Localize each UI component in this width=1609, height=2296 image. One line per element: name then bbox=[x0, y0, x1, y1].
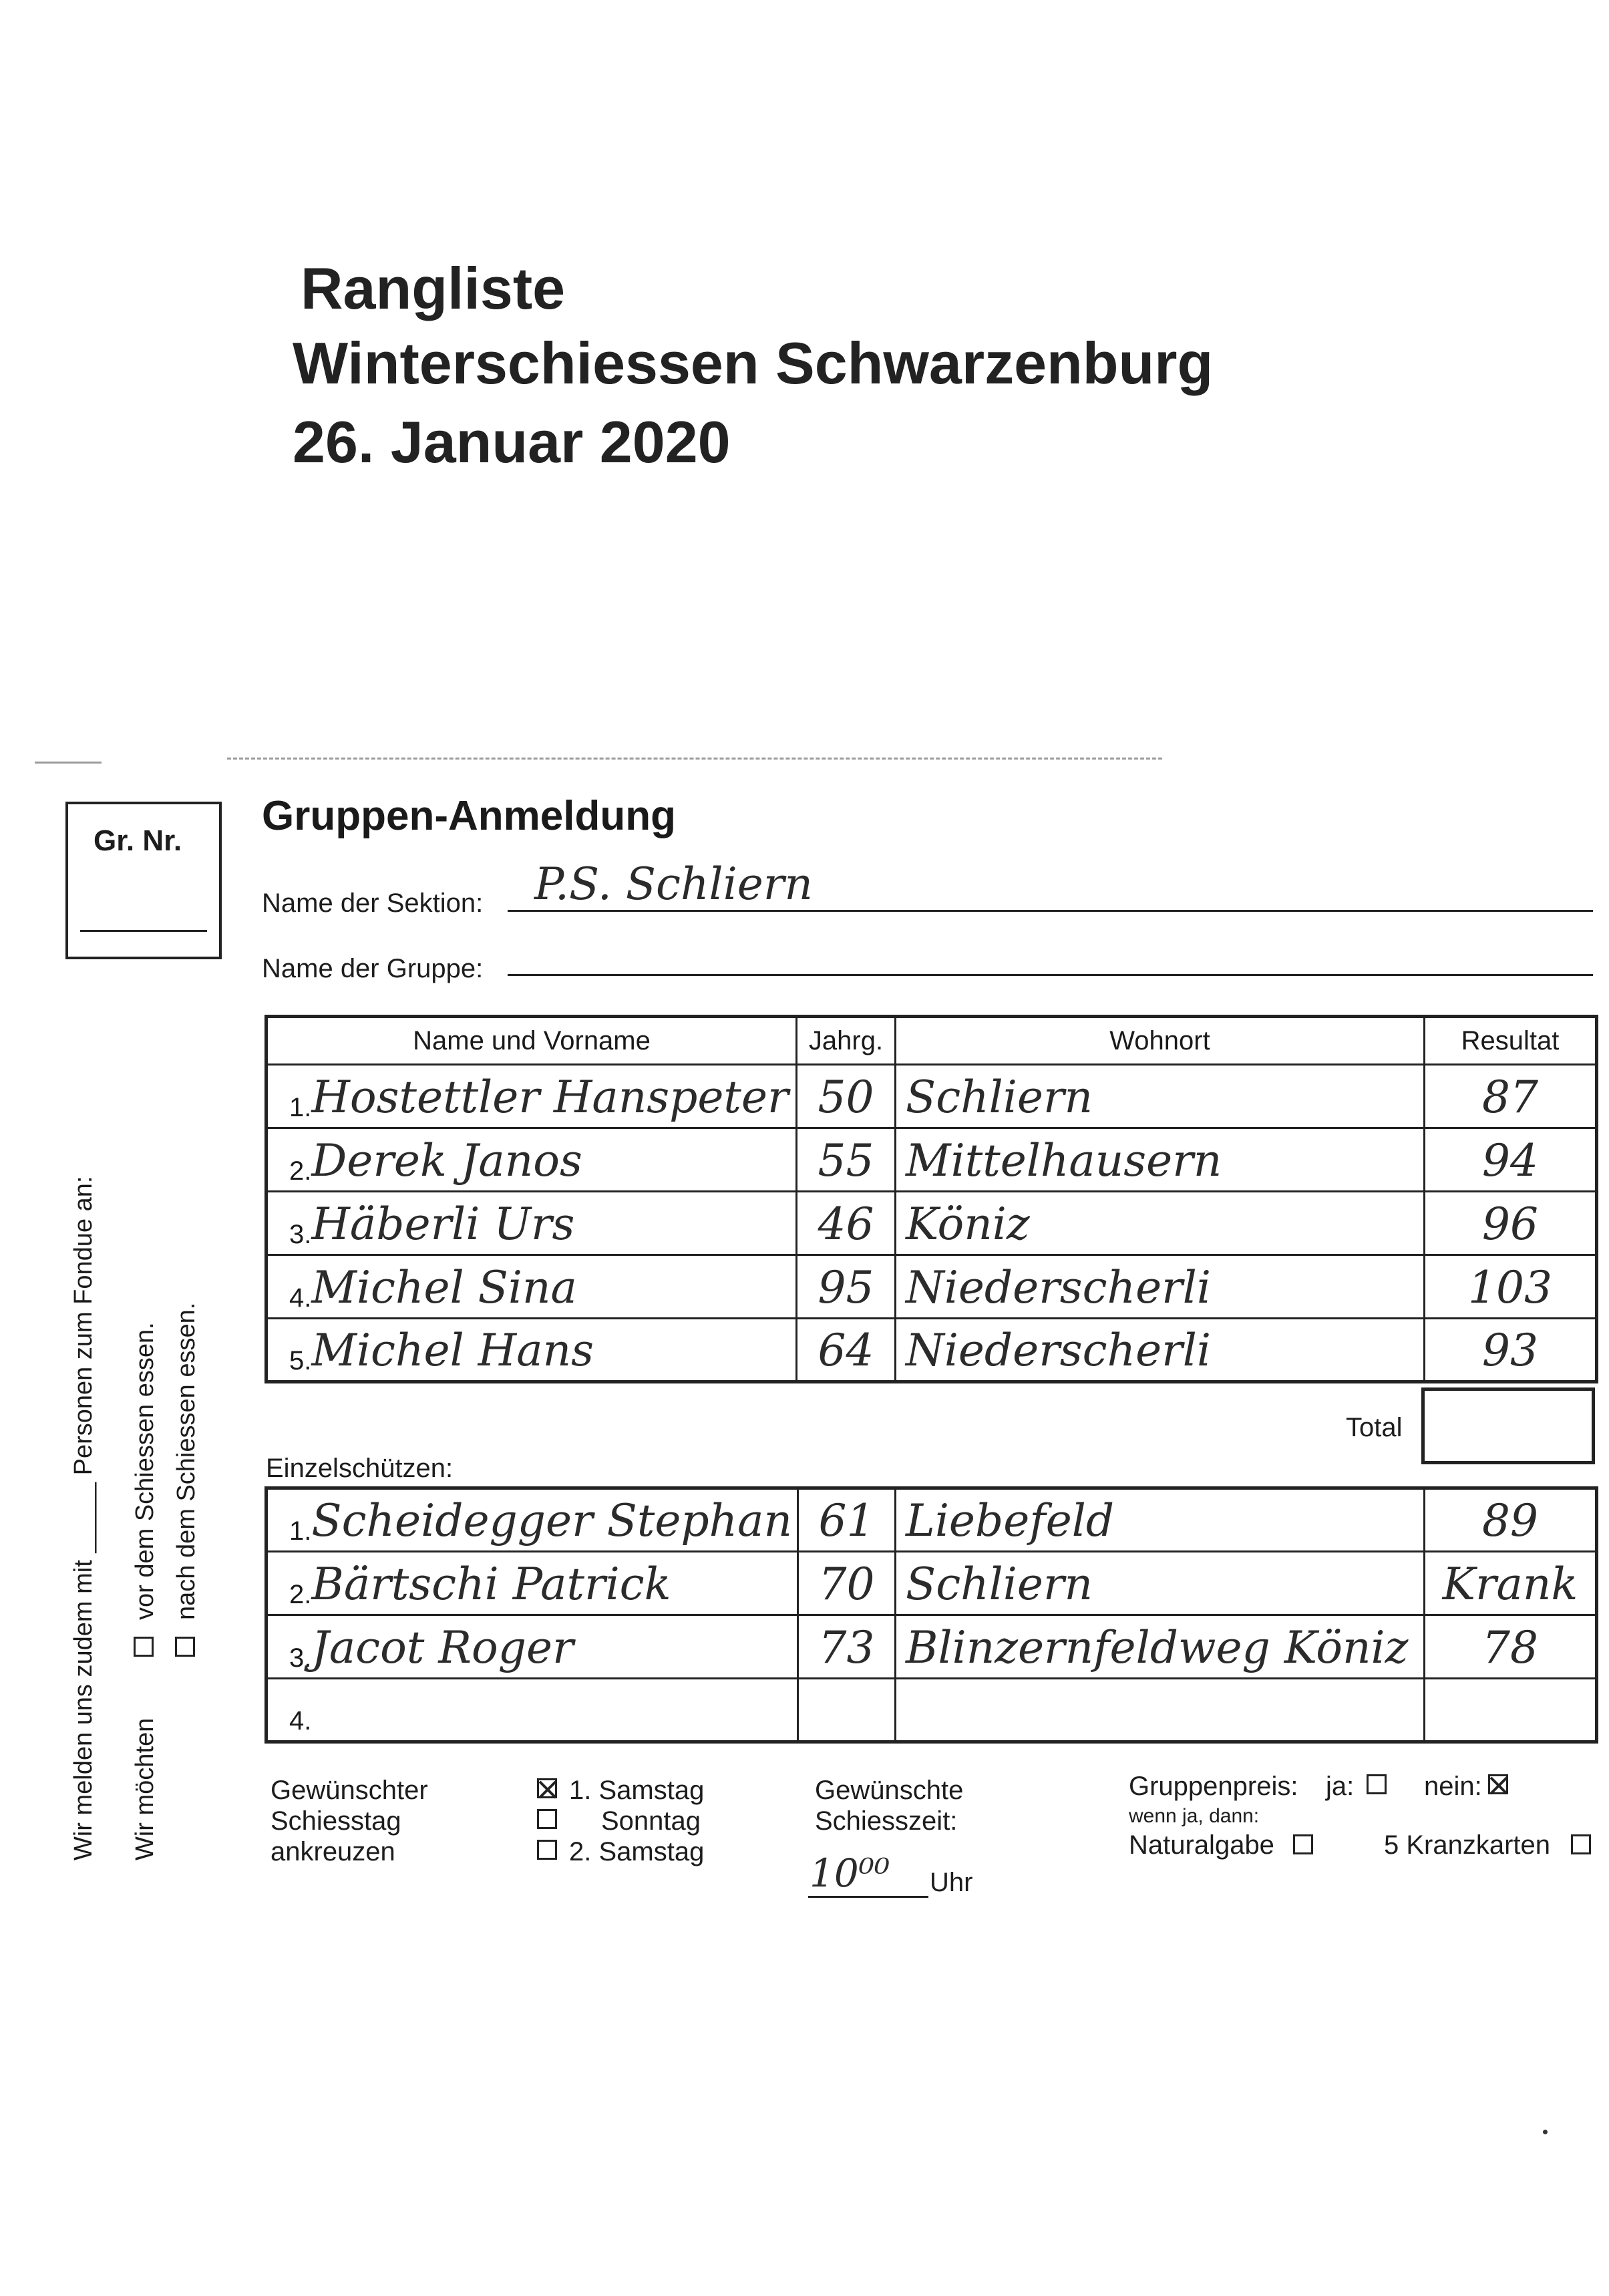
result-cell[interactable] bbox=[1425, 1552, 1597, 1615]
name-cell[interactable] bbox=[266, 1255, 797, 1319]
single-year: 70 bbox=[818, 1559, 875, 1610]
single-result: Krank bbox=[1442, 1559, 1578, 1610]
name-cell[interactable] bbox=[266, 1679, 798, 1742]
member-result: 103 bbox=[1468, 1262, 1552, 1313]
year-cell[interactable] bbox=[798, 1679, 896, 1742]
prize-no-label: nein: bbox=[1424, 1772, 1482, 1801]
row-number: 5. bbox=[289, 1346, 312, 1375]
row-number: 1. bbox=[289, 1516, 312, 1546]
day-option-1: 1. Samstag bbox=[569, 1776, 705, 1805]
day-option-3-checkbox[interactable] bbox=[537, 1840, 557, 1860]
prize-cards-checkbox[interactable] bbox=[1571, 1834, 1591, 1854]
prize-natural-label: Naturalgabe bbox=[1129, 1830, 1274, 1860]
section-field[interactable] bbox=[508, 910, 1593, 912]
result-cell[interactable] bbox=[1425, 1488, 1597, 1552]
day-option-1-checkbox[interactable] bbox=[537, 1778, 557, 1798]
single-result: 89 bbox=[1482, 1495, 1538, 1546]
prize-yes-checkbox[interactable] bbox=[1367, 1774, 1387, 1794]
single-place: Blinzernfeldweg Köniz bbox=[906, 1622, 1409, 1673]
table-row bbox=[266, 1488, 1597, 1552]
row-number: 3. bbox=[289, 1643, 312, 1673]
place-cell[interactable] bbox=[896, 1255, 1425, 1319]
result-cell[interactable] bbox=[1425, 1319, 1597, 1382]
single-name: Scheidegger Stephan bbox=[311, 1495, 793, 1546]
member-name: Derek Janos bbox=[311, 1135, 582, 1186]
place-cell[interactable] bbox=[896, 1192, 1425, 1255]
member-result: 87 bbox=[1482, 1072, 1538, 1123]
result-cell[interactable] bbox=[1425, 1192, 1597, 1255]
eat-prefix: Wir möchten bbox=[131, 1717, 159, 1860]
day-option-2-checkbox[interactable] bbox=[537, 1809, 557, 1829]
member-place: Mittelhausern bbox=[906, 1135, 1222, 1186]
place-cell[interactable] bbox=[896, 1065, 1425, 1128]
place-cell[interactable] bbox=[896, 1128, 1425, 1192]
cut-line-2 bbox=[227, 758, 1162, 760]
year-cell[interactable] bbox=[797, 1192, 896, 1255]
member-name: Häberli Urs bbox=[311, 1198, 575, 1250]
time-field[interactable] bbox=[808, 1896, 928, 1898]
time-label-1: Gewünschte bbox=[815, 1776, 964, 1805]
row-number: 4. bbox=[289, 1706, 312, 1736]
place-cell[interactable] bbox=[896, 1615, 1425, 1679]
eat-after-label: nach dem Schiessen essen. bbox=[172, 1302, 200, 1620]
time-value: 10⁰⁰ bbox=[810, 1850, 890, 1896]
name-cell[interactable] bbox=[266, 1128, 797, 1192]
prize-cards-label: 5 Kranzkarten bbox=[1384, 1830, 1551, 1860]
table-header-row bbox=[266, 1017, 1597, 1065]
row-number: 3. bbox=[289, 1220, 312, 1249]
prize-natural-checkbox[interactable] bbox=[1293, 1834, 1313, 1854]
row-number: 2. bbox=[289, 1156, 312, 1186]
prize-no-checkbox[interactable] bbox=[1488, 1774, 1508, 1794]
group-members-table bbox=[264, 1015, 1598, 1383]
place-cell[interactable] bbox=[896, 1488, 1425, 1552]
single-year: 73 bbox=[818, 1622, 875, 1673]
name-cell[interactable] bbox=[266, 1192, 797, 1255]
row-number: 4. bbox=[289, 1283, 312, 1313]
member-place: Niederscherli bbox=[906, 1262, 1211, 1313]
group-label: Name der Gruppe: bbox=[262, 954, 484, 983]
table-row bbox=[266, 1679, 1597, 1742]
member-name: Michel Hans bbox=[311, 1325, 594, 1376]
place-cell[interactable] bbox=[896, 1552, 1425, 1615]
prize-if-yes: wenn ja, dann: bbox=[1129, 1805, 1260, 1827]
day-option-3: 2. Samstag bbox=[569, 1837, 705, 1866]
table-row bbox=[266, 1065, 1597, 1128]
year-cell[interactable] bbox=[797, 1255, 896, 1319]
time-label-2: Schiesszeit: bbox=[815, 1806, 958, 1836]
section-value: P.S. Schliern bbox=[534, 858, 813, 910]
singles-label: Einzelschützen: bbox=[266, 1454, 454, 1483]
single-name: Jacot Roger bbox=[311, 1622, 574, 1673]
member-year: 64 bbox=[818, 1325, 874, 1376]
name-cell[interactable] bbox=[266, 1319, 797, 1382]
table-row bbox=[266, 1615, 1597, 1679]
col-place-header: Wohnort bbox=[896, 1017, 1425, 1065]
member-place: Köniz bbox=[906, 1198, 1030, 1250]
place-cell[interactable] bbox=[896, 1679, 1425, 1742]
prize-label: Gruppenpreis: bbox=[1129, 1772, 1298, 1801]
eat-after-checkbox[interactable] bbox=[175, 1637, 195, 1657]
group-number-line[interactable] bbox=[80, 930, 207, 932]
single-place: Schliern bbox=[906, 1559, 1093, 1610]
result-cell[interactable] bbox=[1425, 1255, 1597, 1319]
single-place: Liebefeld bbox=[906, 1495, 1115, 1546]
member-year: 50 bbox=[818, 1072, 874, 1123]
page-title-line3: 26. Januar 2020 bbox=[293, 409, 731, 475]
member-place: Schliern bbox=[906, 1072, 1093, 1123]
col-year-header: Jahrg. bbox=[797, 1017, 896, 1065]
row-number: 1. bbox=[289, 1093, 312, 1122]
name-cell[interactable] bbox=[266, 1615, 798, 1679]
name-cell[interactable] bbox=[266, 1552, 798, 1615]
year-cell[interactable] bbox=[797, 1065, 896, 1128]
single-result: 78 bbox=[1482, 1622, 1538, 1673]
col-result-header: Resultat bbox=[1425, 1017, 1597, 1065]
form-heading: Gruppen-Anmeldung bbox=[262, 793, 676, 839]
member-year: 55 bbox=[818, 1135, 874, 1186]
eat-before-label: vor dem Schiessen essen. bbox=[131, 1322, 159, 1620]
year-cell[interactable] bbox=[798, 1488, 896, 1552]
member-place: Niederscherli bbox=[906, 1325, 1211, 1376]
result-cell[interactable] bbox=[1425, 1679, 1597, 1742]
total-box[interactable] bbox=[1421, 1387, 1595, 1464]
result-cell[interactable] bbox=[1425, 1128, 1597, 1192]
table-row bbox=[266, 1552, 1597, 1615]
table-row bbox=[266, 1128, 1597, 1192]
result-cell[interactable] bbox=[1425, 1615, 1597, 1679]
member-result: 96 bbox=[1482, 1198, 1538, 1250]
scan-speck bbox=[1543, 2130, 1548, 2134]
row-number: 2. bbox=[289, 1580, 312, 1609]
year-cell[interactable] bbox=[798, 1615, 896, 1679]
member-name: Michel Sina bbox=[311, 1262, 577, 1313]
place-cell[interactable] bbox=[896, 1319, 1425, 1382]
single-year: 61 bbox=[818, 1495, 875, 1546]
fondue-line: Wir melden uns zudem mit _____ Personen zum Fondue an: bbox=[69, 1176, 98, 1860]
member-result: 93 bbox=[1482, 1325, 1538, 1376]
name-cell[interactable] bbox=[266, 1065, 797, 1128]
year-cell[interactable] bbox=[797, 1319, 896, 1382]
member-name: Hostettler Hanspeter bbox=[311, 1072, 789, 1123]
table-row bbox=[266, 1319, 1597, 1382]
result-cell[interactable] bbox=[1425, 1065, 1597, 1128]
group-field[interactable] bbox=[508, 974, 1593, 976]
time-unit: Uhr bbox=[930, 1868, 973, 1897]
eat-before-checkbox[interactable] bbox=[134, 1637, 154, 1657]
day-label-3: ankreuzen bbox=[271, 1837, 395, 1866]
page-title-line1: Rangliste bbox=[301, 255, 566, 321]
table-row bbox=[266, 1255, 1597, 1319]
day-label-1: Gewünschter bbox=[271, 1776, 428, 1805]
year-cell[interactable] bbox=[798, 1552, 896, 1615]
section-label: Name der Sektion: bbox=[262, 888, 484, 918]
group-number-label: Gr. Nr. bbox=[94, 824, 182, 857]
member-year: 95 bbox=[818, 1262, 874, 1313]
prize-yes-label: ja: bbox=[1326, 1772, 1355, 1801]
cut-line-1 bbox=[35, 762, 102, 764]
col-name-header: Name und Vorname bbox=[266, 1017, 797, 1065]
single-name: Bärtschi Patrick bbox=[311, 1559, 671, 1610]
day-option-2: Sonntag bbox=[601, 1806, 701, 1836]
day-label-2: Schiesstag bbox=[271, 1806, 401, 1836]
member-year: 46 bbox=[818, 1198, 874, 1250]
singles-table bbox=[264, 1486, 1598, 1744]
name-cell[interactable] bbox=[266, 1488, 798, 1552]
table-row bbox=[266, 1192, 1597, 1255]
total-label: Total bbox=[1346, 1413, 1403, 1442]
year-cell[interactable] bbox=[797, 1128, 896, 1192]
member-result: 94 bbox=[1482, 1135, 1538, 1186]
group-number-box bbox=[65, 802, 222, 959]
page-title-line2: Winterschiessen Schwarzenburg bbox=[293, 330, 1214, 396]
